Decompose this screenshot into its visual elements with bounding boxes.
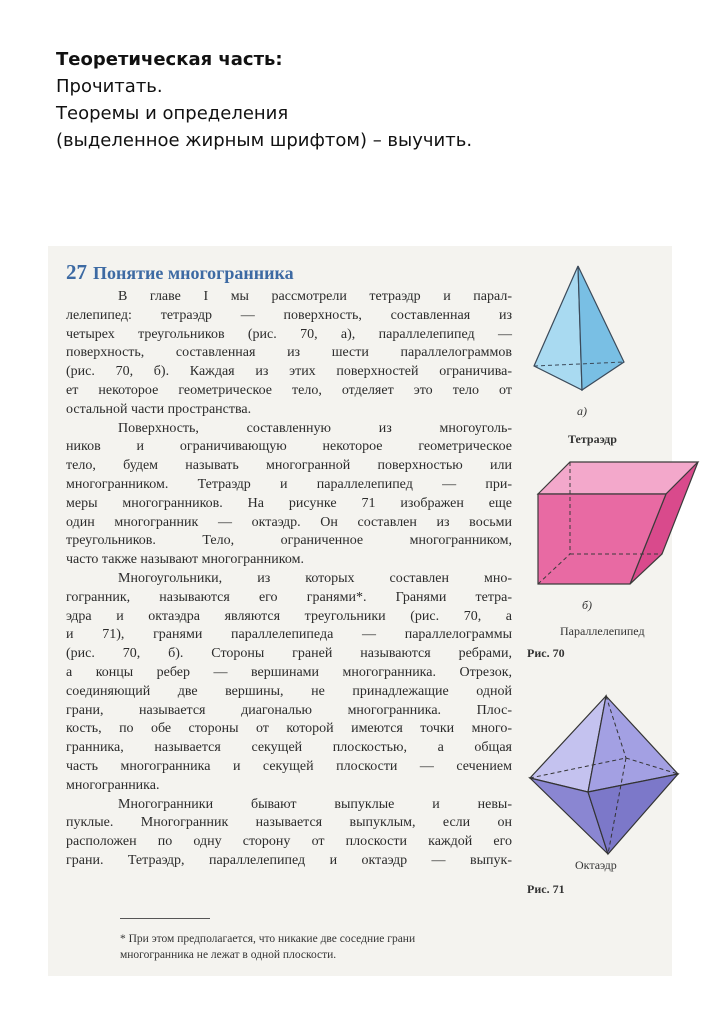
text-line: ников и ограничивающую некоторое геометрическое: [66, 439, 512, 455]
instruction-theorems: Теоремы и определения: [56, 103, 289, 124]
tetra-face-left: [534, 266, 582, 390]
text-line: В главе I мы рассмотрели тетраэдр и парал-: [118, 289, 512, 304]
para-face-front: [538, 494, 666, 584]
text-line: (рис. 70, б). Каждая из этих поверхностей ограничива-: [66, 364, 512, 380]
text-line: расположен по одну сторону от плоскости каждой его: [66, 834, 512, 850]
fig-caption-71: Рис. 71: [527, 882, 565, 896]
fig-caption-70: Рис. 70: [527, 646, 565, 660]
text-line: Многоугольники, из которых составлен мно-: [118, 570, 512, 586]
text-line: (рис. 70, б). Стороны граней называются ребрами,: [66, 646, 512, 662]
text-line: кость, по обе стороны от которой имеются точки много-: [66, 721, 512, 737]
fig-name-octahedron: Октаэдр: [575, 858, 617, 872]
text-line: грани. Тетраэдр, параллелепипед и октаэдр — выпук-: [66, 852, 512, 868]
footnote-line: * При этом предполагается, что никакие две соседние грани: [120, 933, 416, 945]
text-line: треугольников. Тело, ограниченное многогранником,: [66, 533, 512, 549]
text-line: тело, будем называть многогранной поверхностью или: [66, 458, 512, 474]
text-line: один многогранник — октаэдр. Он составлен из восьми: [66, 514, 512, 530]
parallelepiped-figure: [534, 460, 704, 590]
textbook-body: [66, 288, 512, 871]
text-line: пуклые. Многогранник называется выпуклым, если он: [66, 815, 512, 831]
fig-name-tetrahedron: Тетраэдр: [568, 432, 617, 446]
slide-title: Теоретическая часть:: [56, 49, 283, 70]
instruction-read: Прочитать.: [56, 76, 163, 97]
slide-header: [56, 46, 656, 154]
footnote: [120, 931, 510, 963]
fig-label-b: б): [582, 598, 593, 612]
fig-name-parallelepiped: Параллелепипед: [560, 624, 645, 638]
tetra-face-right: [578, 266, 624, 390]
text-line: остальной части пространства.: [66, 401, 252, 417]
text-line: многогранником. Тетраэдр и параллелепипед — при-: [66, 476, 512, 492]
text-line: грани, называется диагональю многогранника. Плос-: [66, 702, 512, 718]
footnote-line: многогранника не лежат в одной плоскости.: [120, 949, 337, 961]
text-line: меры многогранников. На рисунке 71 изображен еще: [66, 495, 512, 511]
octahedron-figure: [526, 692, 686, 858]
section-number: 27: [66, 260, 87, 284]
text-line: Поверхность, составленную из многоуголь-: [118, 420, 512, 436]
text-line: четырех треугольников (рис. 70, а), параллелепипед —: [66, 326, 512, 342]
text-line: соединяющий две вершины, не принадлежащие одной: [66, 683, 512, 699]
text-line: лелепипед: тетраэдр — поверхность, составленная из: [66, 307, 512, 323]
instruction-learn: (выделенное жирным шрифтом) – выучить.: [56, 130, 473, 151]
text-line: часто также называют многогранником.: [66, 552, 304, 568]
section-heading: [66, 260, 294, 285]
text-line: гранника, называется секущей плоскостью, а общая: [66, 740, 512, 756]
section-title: Понятие многогранника: [93, 263, 294, 283]
text-line: часть многогранника и секущей плоскости — сечением: [66, 758, 512, 774]
text-line: Многогранники бывают выпуклые и невы-: [118, 796, 512, 812]
text-line: эдра и октаэдра являются треугольники (рис. 70, а: [66, 608, 512, 624]
tetrahedron-figure: [530, 262, 630, 410]
fig-label-a: а): [577, 404, 587, 418]
text-line: а концы ребер — вершинами многогранника. Отрезок,: [66, 664, 512, 680]
text-line: поверхность, составленная из шести параллелограммов: [66, 345, 512, 361]
text-line: гогранник, называются его гранями*. Гранями тетра-: [66, 589, 512, 605]
text-line: и 71), гранями параллелепипеда — параллелограммы: [66, 627, 512, 643]
text-line: ет некоторое геометрическое тело, отделяет это тело от: [66, 382, 512, 398]
text-line: многогранника.: [66, 777, 160, 793]
footnote-rule: [120, 918, 210, 919]
